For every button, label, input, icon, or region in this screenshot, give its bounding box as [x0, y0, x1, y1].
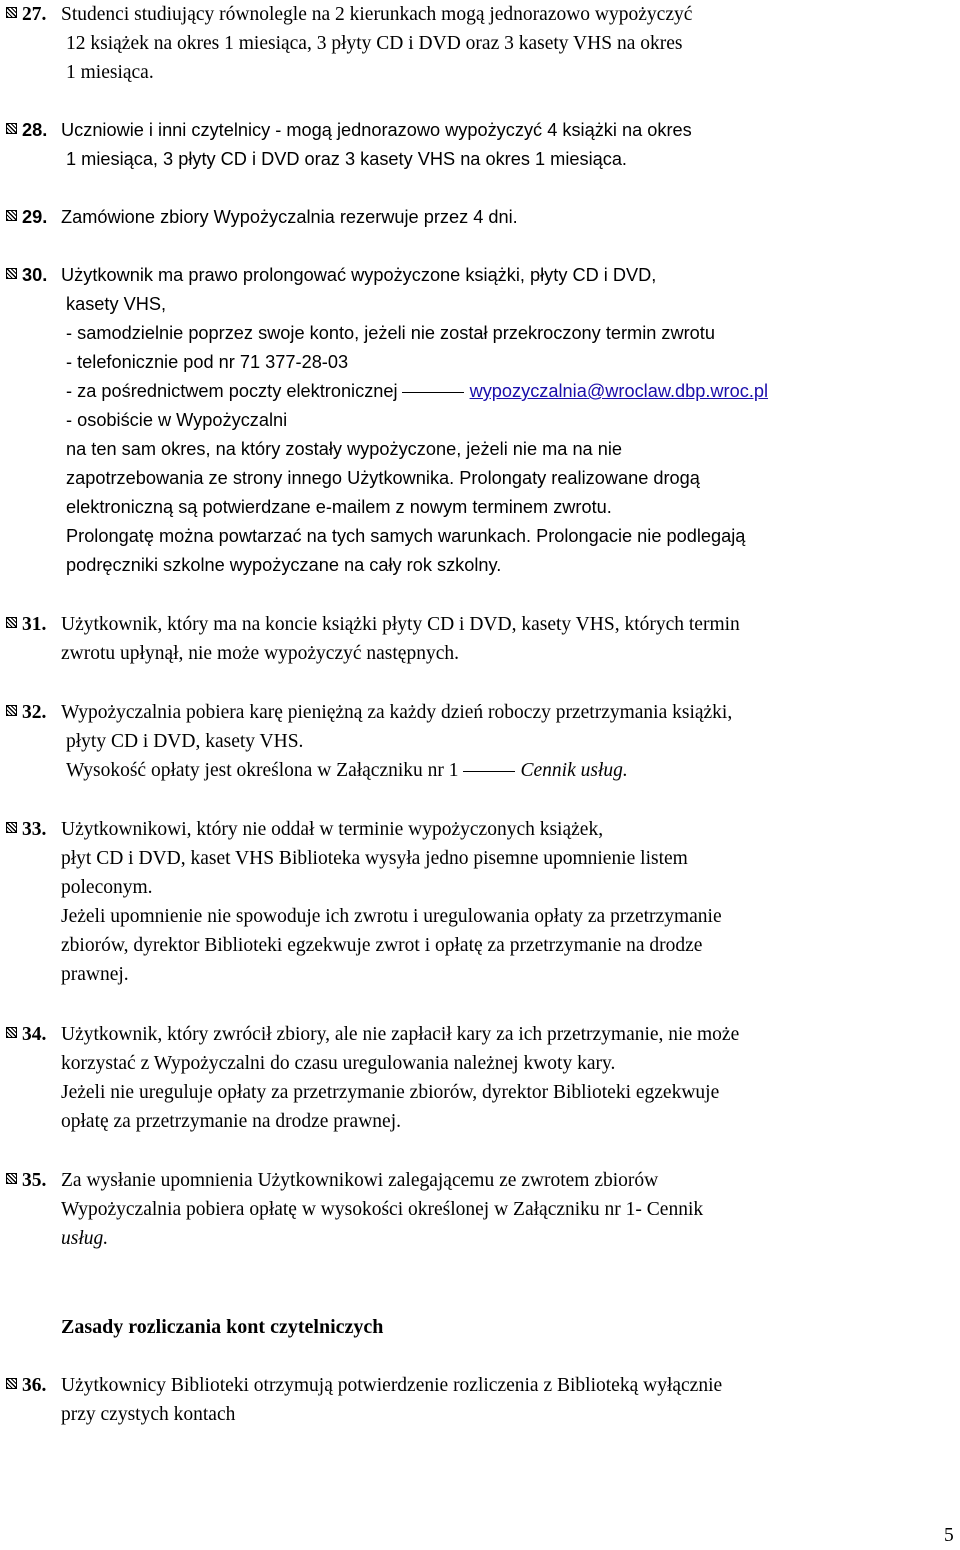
- item-text-line: elektroniczną są potwierdzane e-mailem z nowym terminem zwrotu.: [66, 497, 612, 517]
- page-number: 5: [944, 1525, 954, 1546]
- item-text-line: Użytkownikowi, który nie oddał w terminie wypożyczonych książek,: [61, 819, 604, 840]
- checkbox-bullet-icon: [6, 705, 17, 716]
- item-text-line: zbiorów, dyrektor Biblioteki egzekwuje zwrot i opłatę za przetrzymanie na drodze: [61, 935, 703, 956]
- item-text-line: usług.: [61, 1228, 109, 1249]
- item-number: 33.: [22, 819, 47, 840]
- item-text-line: Wypożyczalnia pobiera karę pieniężną za każdy dzień roboczy przetrzymania książki,: [61, 702, 733, 723]
- item-text-line: Użytkownicy Biblioteki otrzymują potwierdzenie rozliczenia z Biblioteką wyłącznie: [61, 1375, 723, 1396]
- item-text-line: 1 miesiąca.: [66, 62, 154, 83]
- item-text-line: 12 książek na okres 1 miesiąca, 3 płyty CD i DVD oraz 3 kasety VHS na okres: [66, 33, 683, 54]
- item-text-line: Użytkownik, który zwrócił zbiory, ale nie zapłacił kary za ich przetrzymanie, nie może: [61, 1024, 740, 1045]
- item-text-line: - samodzielnie poprzez swoje konto, jeżeli nie został przekroczony termin zwrotu: [66, 323, 715, 343]
- item-text-line: Prolongatę można powtarzać na tych samych warunkach. Prolongacie nie podlegają: [66, 526, 746, 546]
- item-text-line: Użytkownik ma prawo prolongować wypożyczone książki, płyty CD i DVD,: [61, 265, 657, 285]
- email-contact-line: [66, 377, 768, 406]
- item-text-line: Uczniowie i inni czytelnicy - mogą jednorazowo wypożyczyć 4 książki na okres: [61, 120, 692, 140]
- section-heading: Zasady rozliczania kont czytelniczych: [61, 1316, 384, 1338]
- checkbox-bullet-icon: [6, 1378, 17, 1389]
- checkbox-bullet-icon: [6, 7, 17, 18]
- item-number: 31.: [22, 614, 47, 635]
- item-number: 35.: [22, 1170, 47, 1191]
- item-number: 29.: [22, 207, 48, 227]
- item-text-line: Użytkownik, który ma na koncie książki płyty CD i DVD, kasety VHS, których termin: [61, 614, 740, 635]
- item-text-line: Wypożyczalnia pobiera opłatę w wysokości określonej w Załączniku nr 1- Cennik: [61, 1199, 704, 1220]
- item-text-line: prawnej.: [61, 964, 129, 985]
- item-text-line: przy czystych kontach: [61, 1404, 236, 1425]
- checkbox-bullet-icon: [6, 1173, 17, 1184]
- dash-separator: [402, 392, 464, 393]
- item-text-line: Jeżeli nie ureguluje opłaty za przetrzymanie zbiorów, dyrektor Biblioteki egzekwuje: [61, 1082, 720, 1103]
- item-text-line: Studenci studiujący równolegle na 2 kierunkach mogą jednorazowo wypożyczyć: [61, 4, 693, 25]
- item-text-line: 1 miesiąca, 3 płyty CD i DVD oraz 3 kasety VHS na okres 1 miesiąca.: [66, 149, 627, 169]
- email-link[interactable]: wypozyczalnia@wroclaw.dbp.wroc.pl: [469, 381, 769, 401]
- item-text-line: korzystać z Wypożyczalni do czasu uregulowania należnej kwoty kary.: [61, 1053, 616, 1074]
- item-text-line: - za pośrednictwem poczty elektronicznej: [66, 381, 398, 401]
- checkbox-bullet-icon: [6, 822, 17, 833]
- item-text-line: - telefonicznie pod nr 71 377-28-03: [66, 352, 349, 372]
- fee-reference-line: [66, 756, 628, 785]
- item-text-line: zapotrzebowania ze strony innego Użytkownika. Prolongaty realizowane drogą: [66, 468, 700, 488]
- item-text-line: Wysokość opłaty jest określona w Załączniku nr 1: [66, 760, 459, 781]
- item-number: 34.: [22, 1024, 47, 1045]
- item-number: 36.: [22, 1375, 47, 1396]
- item-text-line: płyty CD i DVD, kasety VHS.: [66, 731, 304, 752]
- checkbox-bullet-icon: [6, 210, 17, 221]
- dash-separator: [463, 771, 515, 772]
- item-text-line: kasety VHS,: [66, 294, 167, 314]
- item-text-line: zwrotu upłynął, nie może wypożyczyć następnych.: [61, 643, 459, 664]
- item-text-line: na ten sam okres, na który zostały wypożyczone, jeżeli nie ma na nie: [66, 439, 622, 459]
- item-text-line: płyt CD i DVD, kaset VHS Biblioteka wysyła jedno pisemne upomnienie listem: [61, 848, 688, 869]
- item-text-line: opłatę za przetrzymanie na drodze prawnej.: [61, 1111, 401, 1132]
- item-text-line: - osobiście w Wypożyczalni: [66, 410, 288, 430]
- item-text-line: Jeżeli upomnienie nie spowoduje ich zwrotu i uregulowania opłaty za przetrzymanie: [61, 906, 722, 927]
- item-number: 28.: [22, 120, 48, 140]
- checkbox-bullet-icon: [6, 268, 17, 279]
- checkbox-bullet-icon: [6, 123, 17, 134]
- item-number: 30.: [22, 265, 48, 285]
- item-text-line: Zamówione zbiory Wypożyczalnia rezerwuje przez 4 dni.: [61, 207, 518, 227]
- item-number: 27.: [22, 4, 47, 25]
- item-text-line: Za wysłanie upomnienia Użytkownikowi zalegającemu ze zwrotem zbiorów: [61, 1170, 659, 1191]
- checkbox-bullet-icon: [6, 617, 17, 628]
- item-text-line: poleconym.: [61, 877, 153, 898]
- item-number: 32.: [22, 702, 47, 723]
- price-list-reference: Cennik usług.: [520, 760, 628, 781]
- checkbox-bullet-icon: [6, 1027, 17, 1038]
- item-text-line: podręczniki szkolne wypożyczane na cały rok szkolny.: [66, 555, 502, 575]
